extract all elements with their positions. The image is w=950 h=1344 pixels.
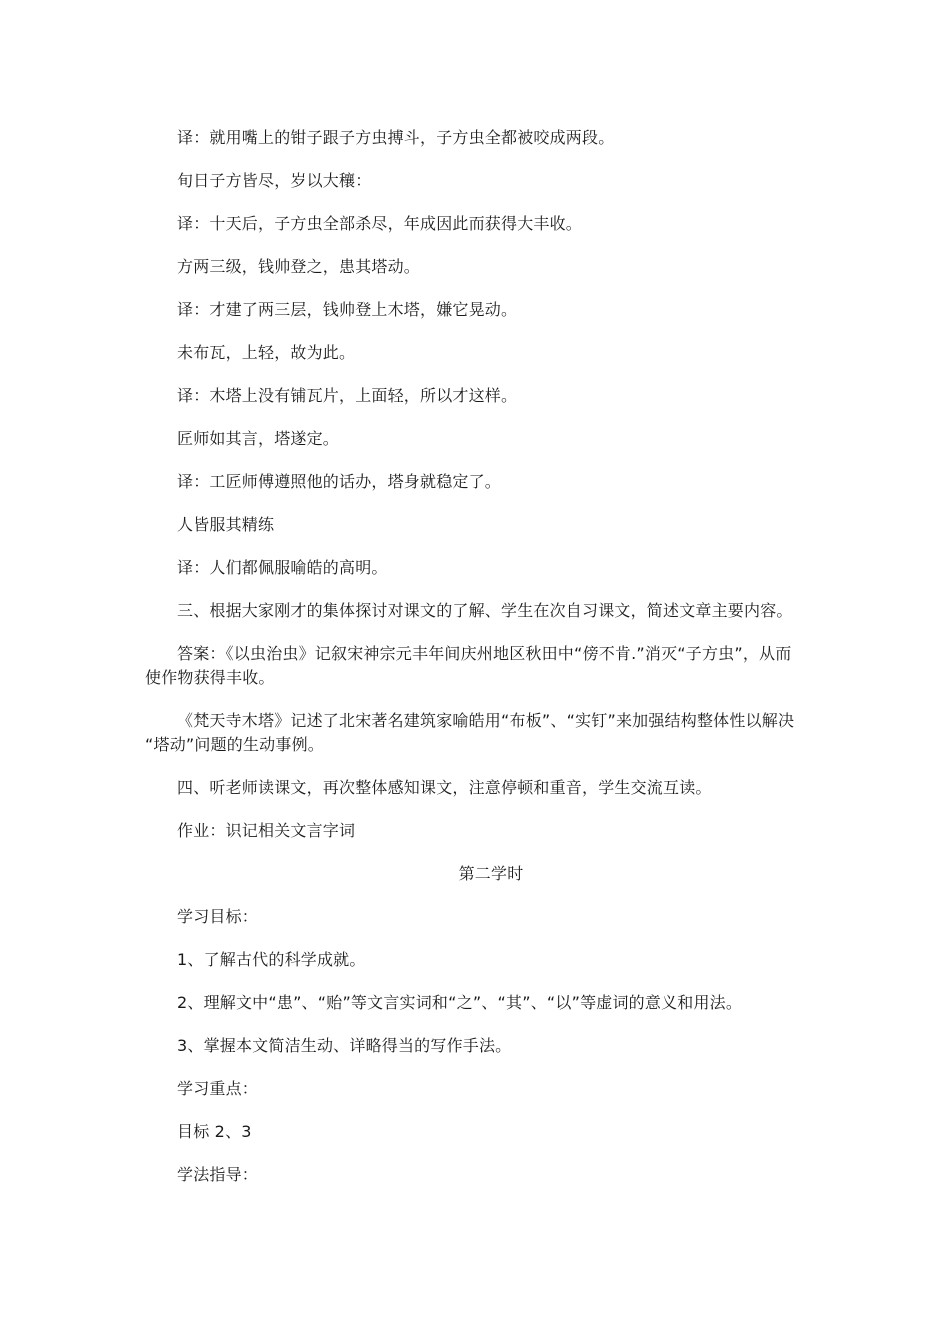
translation-line: 译：木塔上没有铺瓦片，上面轻，所以才这样。 <box>177 386 518 405</box>
key-points-heading: 学习重点： <box>177 1079 259 1098</box>
classical-text-line: 匠师如其言，塔遂定。 <box>177 429 340 448</box>
goal-item: 3、掌握本文简洁生动、详略得当的写作手法。 <box>177 1036 512 1055</box>
classical-text-line: 人皆服其精练 <box>177 515 275 534</box>
study-method-heading: 学法指导： <box>177 1165 259 1184</box>
translation-line: 译：才建了两三层，钱帅登上木塔，嫌它晃动。 <box>177 300 518 319</box>
goal-item: 2、理解文中“患”、“贻”等文言实词和“之”、“其”、“以”等虚词的意义和用法。 <box>177 993 743 1012</box>
answer-paragraph-continued: 使作物获得丰收。 <box>145 668 275 687</box>
classical-text-line: 旬日子方皆尽，岁以大穰： <box>177 171 372 190</box>
translation-line: 译：就用嘴上的钳子跟子方虫搏斗，子方虫全都被咬成两段。 <box>177 128 615 147</box>
section-four-paragraph: 四、听老师读课文，再次整体感知课文，注意停顿和重音，学生交流互读。 <box>177 778 712 797</box>
section-three-paragraph: 三、根据大家刚才的集体探讨对课文的了解、学生在次自习课文，简述文章主要内容。 <box>177 601 793 620</box>
classical-text-line: 方两三级，钱帅登之，患其塔动。 <box>177 257 421 276</box>
learning-goals-heading: 学习目标： <box>177 907 259 926</box>
translation-line: 译：人们都佩服喻皓的高明。 <box>177 558 388 577</box>
goal-item: 1、了解古代的科学成就。 <box>177 950 366 969</box>
classical-text-line: 未布瓦，上轻，故为此。 <box>177 343 356 362</box>
answer-paragraph: 答案：《以虫治虫》记叙宋神宗元丰年间庆州地区秋田中“傍不肯.”消灭“子方虫”，从而 <box>177 644 792 663</box>
summary-paragraph: 《梵天寺木塔》记述了北宋著名建筑家喻皓用“布板”、“实钉”来加强结构整体性以解决 <box>177 711 795 730</box>
section-heading: 第二学时 <box>458 864 524 883</box>
translation-line: 译：工匠师傅遵照他的话办，塔身就稳定了。 <box>177 472 502 491</box>
key-points-value: 目标 2、3 <box>177 1122 252 1141</box>
summary-paragraph-continued: “塔动”问题的生动事例。 <box>145 735 324 754</box>
homework-line: 作业：识记相关文言字词 <box>177 821 356 840</box>
translation-line: 译：十天后，子方虫全部杀尽，年成因此而获得大丰收。 <box>177 214 583 233</box>
